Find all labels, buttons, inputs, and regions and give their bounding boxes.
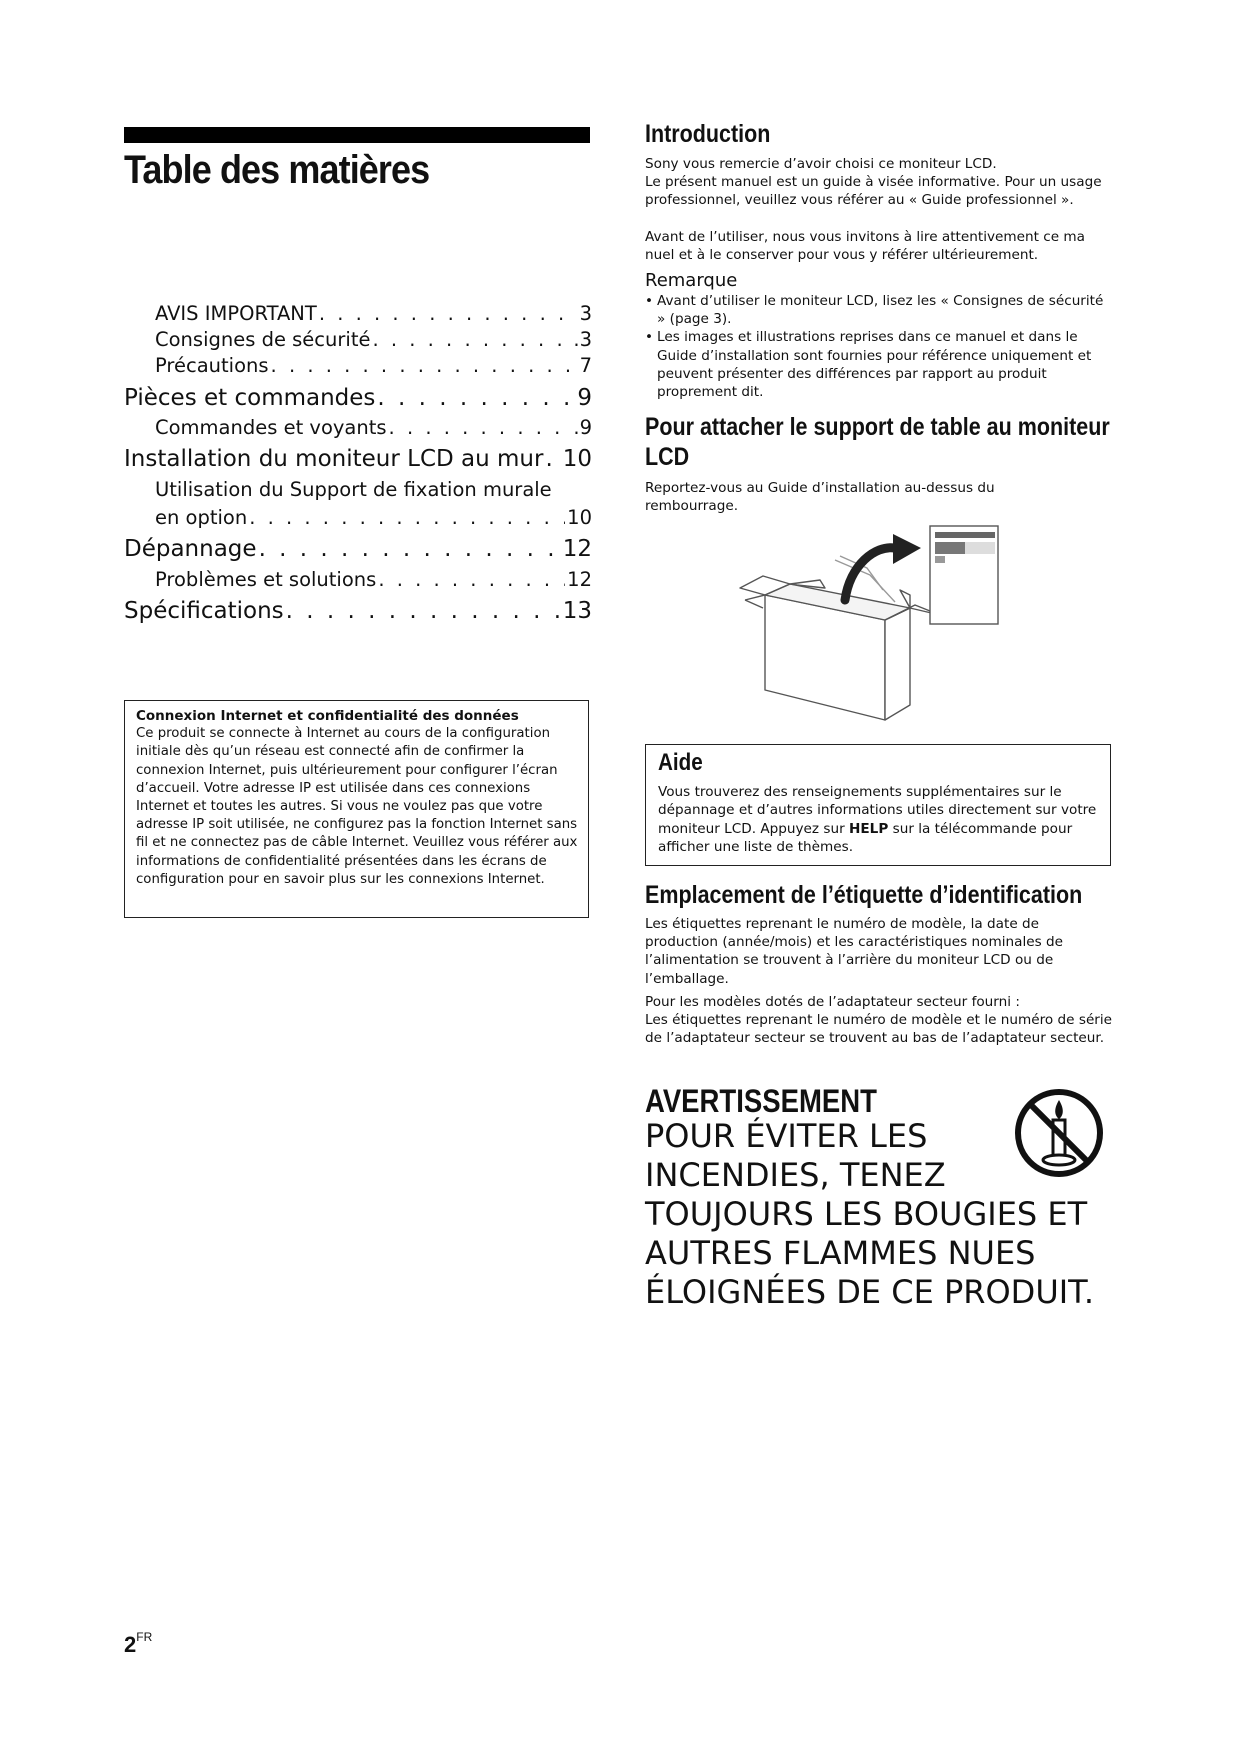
toc-entry-support-line1[interactable] [155, 478, 592, 501]
toc-entry-label: Utilisation du Support de fixation murale [155, 478, 552, 501]
page-number-value: 2 [124, 1632, 137, 1657]
label-location-paragraph-2: Pour les modèles dotés de l’adaptateur secteur fourni : [645, 994, 1020, 1010]
label-location-heading: Emplacement de l’étiquette d’identification [645, 881, 1083, 909]
toc-leader-dots [319, 302, 578, 325]
toc-leader-dots [378, 568, 565, 591]
toc-leader-dots [249, 506, 565, 529]
toc-entry-label: Consignes de sécurité [155, 328, 371, 351]
warning-heading: AVERTISSEMENT [645, 1083, 877, 1119]
remarque-heading: Remarque [645, 270, 738, 291]
toc-entry-pieces[interactable] [124, 385, 592, 411]
toc-header-bar [124, 127, 590, 143]
toc-entry-page: 13 [562, 598, 592, 624]
help-box [645, 744, 1111, 866]
toc-entry-page: 7 [579, 354, 592, 377]
toc-entry-label: Installation du moniteur LCD au mur [124, 446, 544, 472]
support-heading-line2: LCD [645, 443, 690, 471]
toc-leader-dots [271, 354, 578, 377]
toc-leader-dots [377, 385, 575, 411]
help-heading: Aide [658, 749, 703, 776]
warning-line: TOUJOURS LES BOUGIES ET [645, 1195, 1088, 1233]
toc-entry-label: Problèmes et solutions [155, 568, 377, 591]
toc-entry-label: Pièces et commandes [124, 385, 376, 411]
toc-leader-dots [259, 536, 561, 562]
toc-entry-depannage[interactable] [124, 536, 592, 562]
toc-entry-page: 9 [577, 385, 592, 411]
introduction-paragraph-1: Sony vous remercie d’avoir choisi ce moniteur LCD. [645, 156, 997, 172]
toc-leader-dots [545, 446, 560, 472]
toc-entry-page: 12 [567, 568, 592, 591]
toc-entry-label: Dépannage [124, 536, 257, 562]
help-text-after: sur la télécommande pour afficher une liste de thèmes. [658, 820, 1073, 856]
toc-entry-page: 12 [562, 536, 592, 562]
toc-leader-dots [372, 328, 571, 351]
support-body: Reportez-vous au Guide d’installation au-dessus du rembourrage. [645, 480, 995, 515]
toc-entry-label: Commandes et voyants [155, 416, 387, 439]
warning-line: ÉLOIGNÉES DE CE PRODUIT. [645, 1273, 1095, 1311]
toc-entry-label: AVIS IMPORTANT [155, 302, 317, 325]
toc-entry-label: Spécifications [124, 598, 284, 624]
toc-entry-page: .3 [573, 328, 592, 351]
page-number [124, 1632, 152, 1658]
introduction-paragraph-2: Le présent manuel est un guide à visée informative. Pour un usage professionnel, veuillez vous référer au « Guide professionnel ». [645, 174, 1102, 209]
help-text-before: Vous trouverez des renseignements supplémentaires sur le dépannage et d’autres informations utiles directement sur votre moniteur LCD. Appuyez sur [658, 784, 1097, 837]
toc-leader-dots [389, 416, 572, 439]
toc-entry-page: 10 [567, 506, 592, 529]
label-location-paragraph-1: Les étiquettes reprenant le numéro de modèle, la date de production (année/mois) et les caractéristiques nominales de l’alimentation se trouvent à l’arrière du moniteur LCD ou de l’emballage. [645, 916, 1063, 987]
help-key: HELP [849, 820, 889, 837]
remarque-list [645, 292, 1115, 401]
privacy-notice-body: Ce produit se connecte à Internet au cours de la configuration initiale dès qu’un réseau est connecté afin de confirmer la connexion Internet, puis ultérieurement pour configurer l’écran d’accueil. Votre adresse IP est utilisée dans ces connexions Internet et toutes les autres. Si vous ne voulez pas que votre adresse IP soit utilisée, ne configurez pas la fonction Internet sans fil et ne connectez pas de câble Internet. Veuillez vous référer aux informations de confidentialité présentées dans les écrans de configuration pour en savoir plus sur les connexions Internet. [136, 726, 578, 887]
toc-entry-consignes[interactable] [155, 328, 592, 351]
page-language-code: FR [136, 1630, 153, 1644]
list-item: • Avant d’utiliser le moniteur LCD, lisez les « Consignes de sécurité » (page 3). [645, 292, 1115, 328]
list-item: • Les images et illustrations reprises dans ce manuel et dans le Guide d’installation sont fournies pour référence uniquement et peuvent présenter des différences par rapport au produit proprement dit. [645, 328, 1115, 401]
toc-title: Table des matières [124, 148, 430, 192]
toc-entry-support-line2[interactable] [155, 506, 592, 529]
toc-entry-page: .9 [573, 416, 592, 439]
no-candle-icon [1012, 1086, 1106, 1180]
help-body [658, 783, 1098, 857]
toc-entry-label: en option [155, 506, 248, 529]
warning-line: POUR ÉVITER LES [645, 1117, 928, 1155]
toc-entry-avis[interactable] [155, 302, 592, 325]
packaging-illustration [735, 520, 1020, 730]
toc-entry-page: 3 [579, 302, 592, 325]
toc-entry-page: 10 [562, 446, 592, 472]
toc-leader-dots [286, 598, 561, 624]
label-location-paragraph-3: Les étiquettes reprenant le numéro de modèle et le numéro de série de l’adaptateur secteur se trouvent au bas de l’adaptateur secteur. [645, 1012, 1113, 1047]
toc-entry-label: Précautions [155, 354, 269, 377]
toc-entry-commandes[interactable] [155, 416, 592, 439]
toc-entry-precautions[interactable] [155, 354, 592, 377]
toc-entry-problemes[interactable] [155, 568, 592, 591]
warning-line: AUTRES FLAMMES NUES [645, 1234, 1036, 1272]
toc-entry-installation[interactable] [124, 446, 592, 472]
introduction-heading: Introduction [645, 120, 771, 148]
support-heading-line1: Pour attacher le support de table au moniteur [645, 413, 1110, 441]
warning-line: INCENDIES, TENEZ [645, 1156, 946, 1194]
privacy-notice-title: Connexion Internet et confidentialité des données [136, 708, 519, 724]
introduction-paragraph-3: Avant de l’utiliser, nous vous invitons à lire attentivement ce ma nuel et à le conserver pour vous y référer ultérieurement. [645, 229, 1085, 264]
toc-entry-specifications[interactable] [124, 598, 592, 624]
privacy-notice-box [124, 700, 589, 918]
